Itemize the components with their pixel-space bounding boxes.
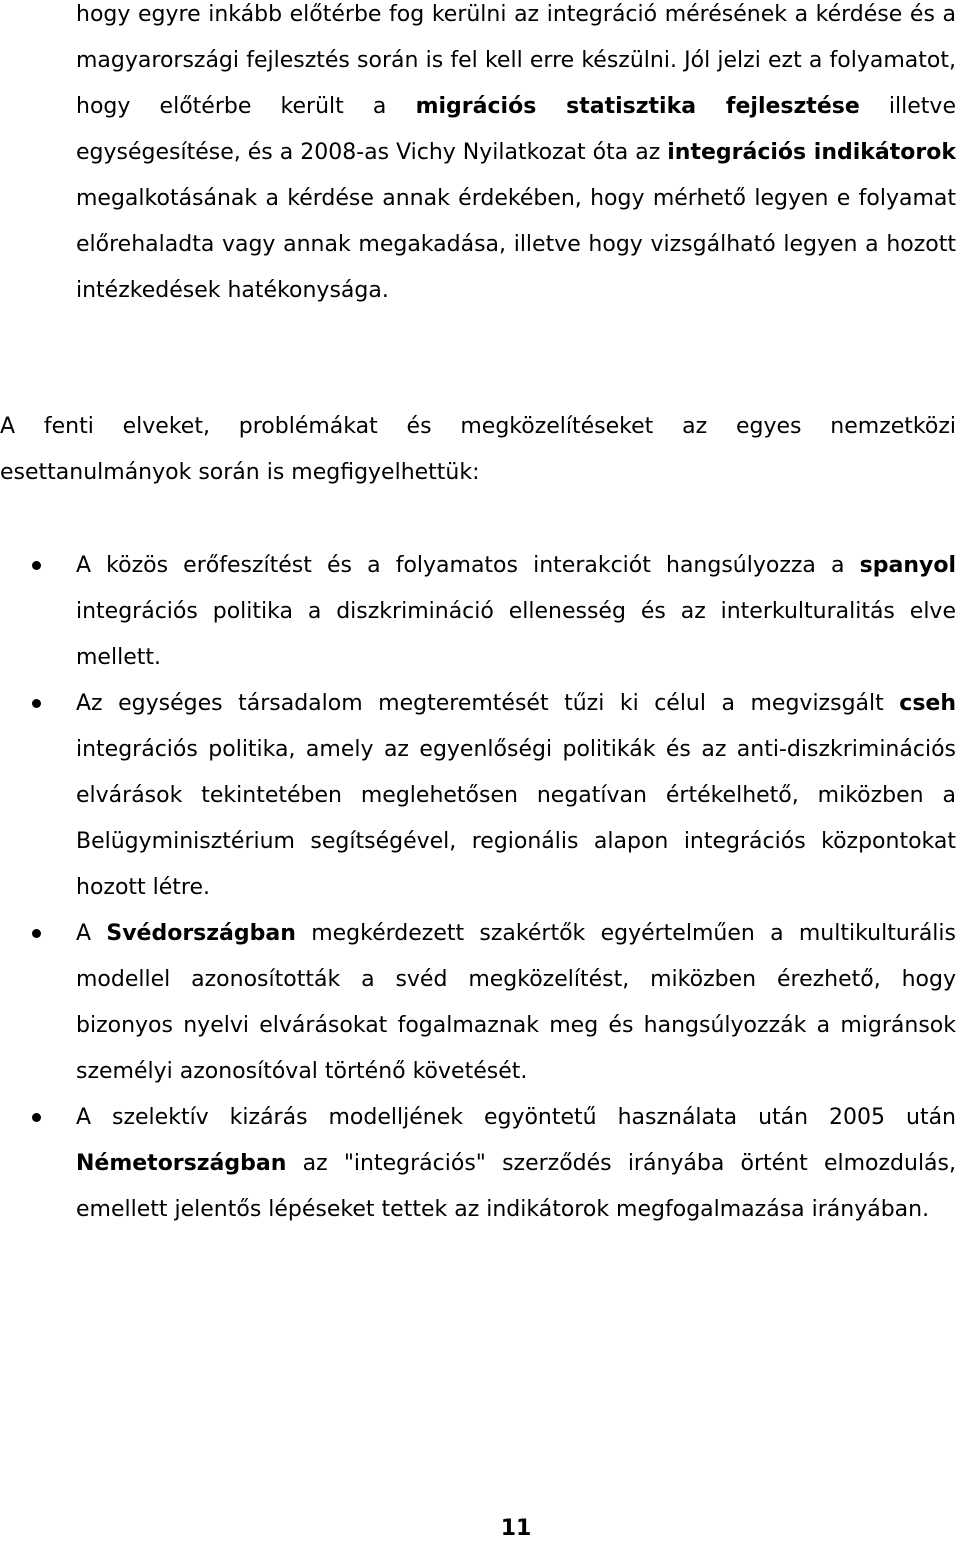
text-segment: megkérdezett szakértők egyértelműen a multikulturális modellel azonosították a svéd megközelítést, miközben érezhető, hogy bizonyos nyelvi elvárásokat fogalmaznak meg és hangsúlyozzák a migránsok személyi azonosítóval történő követését. xyxy=(76,921,956,1084)
list-item-spain xyxy=(0,543,960,681)
text-segment: A közös erőfeszítést és a folyamatos interakciót hangsúlyozza a xyxy=(76,553,860,578)
bold-country: Svédországban xyxy=(106,921,296,946)
bold-term-integration-indicators: integrációs indikátorok xyxy=(667,140,956,165)
text-segment: integrációs politika a diszkrimináció ellenesség és az interkulturalitás elve mellett. xyxy=(76,599,956,670)
list-item-text xyxy=(76,543,956,681)
text-segment: illetve egységesítése, és a 2008-as Vichy Nyilatkozat óta az xyxy=(76,94,956,165)
list-item-germany xyxy=(0,1095,960,1233)
text-segment: hogy egyre inkább előtérbe fog kerülni az integráció mérésének a kérdése és a magyarországi fejlesztés során is fel kell erre készülni. Jól jelzi ezt a folyamatot, hogy előtérbe került a xyxy=(76,2,956,119)
bold-country: Németországban xyxy=(76,1151,287,1176)
bullet-list xyxy=(0,543,960,1233)
paragraph-case-studies-intro: A fenti elveket, problémákat és megközelítéseket az egyes nemzetközi esettanulmányok során is megfigyelhettük: xyxy=(0,414,956,485)
bold-country: cseh xyxy=(899,691,956,716)
bold-country: spanyol xyxy=(859,553,956,578)
bullet-icon xyxy=(32,1113,41,1122)
bullet-icon xyxy=(32,561,41,570)
text-segment: Az egységes társadalom megteremtését tűzi ki célul a megvizsgált xyxy=(76,691,900,716)
list-item-text xyxy=(76,1095,956,1233)
list-item-sweden xyxy=(0,911,960,1095)
bold-term-migration-statistics: migrációs statisztika fejlesztése xyxy=(415,94,860,119)
list-item-czech xyxy=(0,681,960,911)
page-number: 11 xyxy=(500,1516,532,1541)
paragraph-integration-measurement xyxy=(76,0,956,314)
text-segment: A szelektív kizárás modelljének egyöntetű használata után 2005 után xyxy=(76,1105,956,1130)
text-segment: az "integrációs" szerződés irányába örtént elmozdulás, emellett jelentős lépéseket tettek az indikátorok megfogalmazása irányában. xyxy=(76,1151,956,1222)
text-segment: megalkotásának a kérdése annak érdekében, hogy mérhető legyen e folyamat előrehaladta vagy annak megakadása, illetve hogy vizsgálható legyen a hozott intézkedések hatékonysága. xyxy=(76,186,956,303)
text-segment: integrációs politika, amely az egyenlőségi politikák és az anti-diszkriminációs elvárások tekintetében meglehetősen negatívan értékelhető, miközben a Belügyminisztérium segítségével, regionális alapon integrációs központokat hozott létre. xyxy=(76,737,956,900)
bullet-icon xyxy=(32,699,41,708)
list-item-text xyxy=(76,681,956,911)
text-segment: A xyxy=(76,921,107,946)
list-item-text xyxy=(76,911,956,1095)
bullet-icon xyxy=(32,929,41,938)
